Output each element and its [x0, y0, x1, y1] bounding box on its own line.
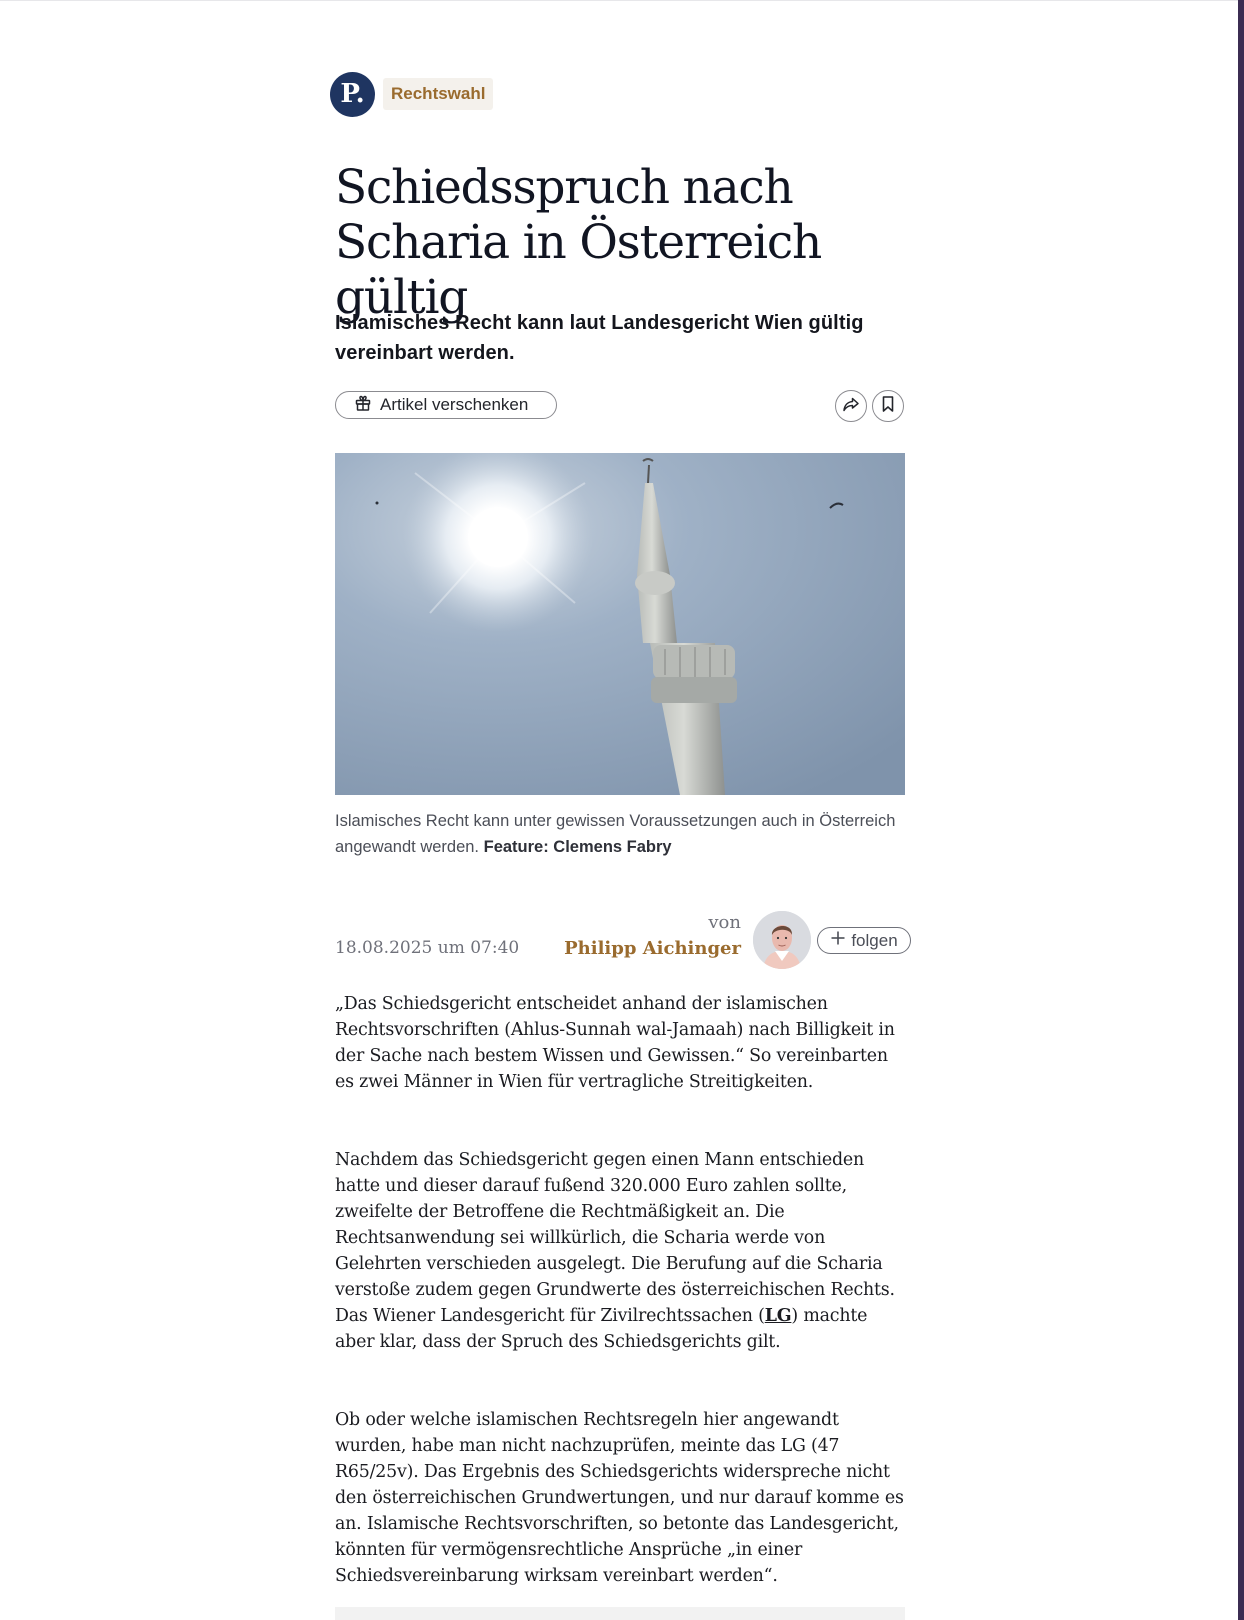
article-lead: Islamisches Recht kann laut Landesgericht Wien gültig vereinbart werden. [335, 312, 864, 364]
body-paragraph-3: Ob oder welche islamischen Rechtsregeln hier angewandt wurden, habe man nicht nachzuprüfen, meinte das LG (47 R65/25v). Das Ergebnis des Schiedsgerichts widerspreche nicht den österreichischen Grundwertungen, und nur darauf komme es an. Islamische Rechtsvorschriften, so betonte das Landesgericht, könnten für vermögensrechtliche Ansprüche „in einer Schiedsvereinbarung wirksam vereinbart werden“. [335, 1410, 904, 1586]
bookmark-button[interactable] [872, 390, 904, 422]
article-title [335, 160, 915, 325]
lg-abbreviation-link[interactable]: LG [764, 1306, 792, 1326]
article-title-line-1: Schiedsspruch nach [335, 160, 793, 215]
bookmark-icon [880, 395, 896, 418]
author-avatar[interactable] [753, 911, 811, 969]
image-credit: Feature: Clemens Fabry [483, 838, 672, 856]
top-divider [0, 0, 1238, 1]
article-title-line-2: Scharia in Österreich gültig [335, 215, 822, 325]
plus-icon [830, 930, 846, 951]
gift-icon [354, 394, 372, 417]
body-paragraph-1: „Das Schiedsgericht entscheidet anhand der islamischen Rechtsvorschriften (Ahlus-Sunnah wal-Jamaah) nach Billigkeit in der Sache nach bestem Wissen und Gewissen.“ So vereinbarten es zwei Männer in Wien für vertragliche Streitigkeiten. [335, 994, 895, 1092]
author-by-label: von [708, 912, 741, 933]
image-caption-text: Islamisches Recht kann unter gewissen Voraussetzungen auch in Österreich angewandt werden. [335, 812, 896, 856]
scrollbar[interactable] [1238, 0, 1244, 1620]
share-button[interactable] [835, 390, 867, 422]
article-image [335, 453, 905, 795]
logo[interactable]: P. [330, 72, 375, 117]
author-name-link[interactable]: Philipp Aichinger [564, 938, 741, 959]
brand-header [330, 71, 493, 117]
gift-article-button[interactable] [335, 391, 557, 419]
gift-article-label: Artikel verschenken [380, 395, 529, 414]
body-paragraph-2 [335, 1147, 905, 1355]
image-caption [335, 808, 905, 860]
publish-date: 18.08.2025 um 07:40 [335, 938, 520, 958]
follow-label: folgen [851, 930, 898, 950]
minaret-photo [335, 453, 905, 795]
follow-author-button[interactable] [817, 927, 911, 954]
share-icon [842, 395, 860, 418]
rubric-link[interactable]: Rechtswahl [383, 78, 493, 110]
content-box-top [335, 1607, 905, 1620]
body-paragraph-2-text-b: ) machte aber klar, dass der Spruch des Schiedsgerichts gilt. [335, 1306, 868, 1352]
body-paragraph-2-text-a: Nachdem das Schiedsgericht gegen einen Mann entschieden hatte und dieser darauf fußend 320.000 Euro zahlen sollte, zweifelte der Betroffene die Rechtmäßigkeit an. Die Rechtsanwendung sei willkürlich, die Scharia werde von Gelehrten verschieden ausgelegt. Die Berufung auf die Scharia verstoße zudem gegen Grundwerte des österreichischen Rechts. Das Wiener Landesgericht für Zivilrechtssachen ( [335, 1150, 895, 1326]
